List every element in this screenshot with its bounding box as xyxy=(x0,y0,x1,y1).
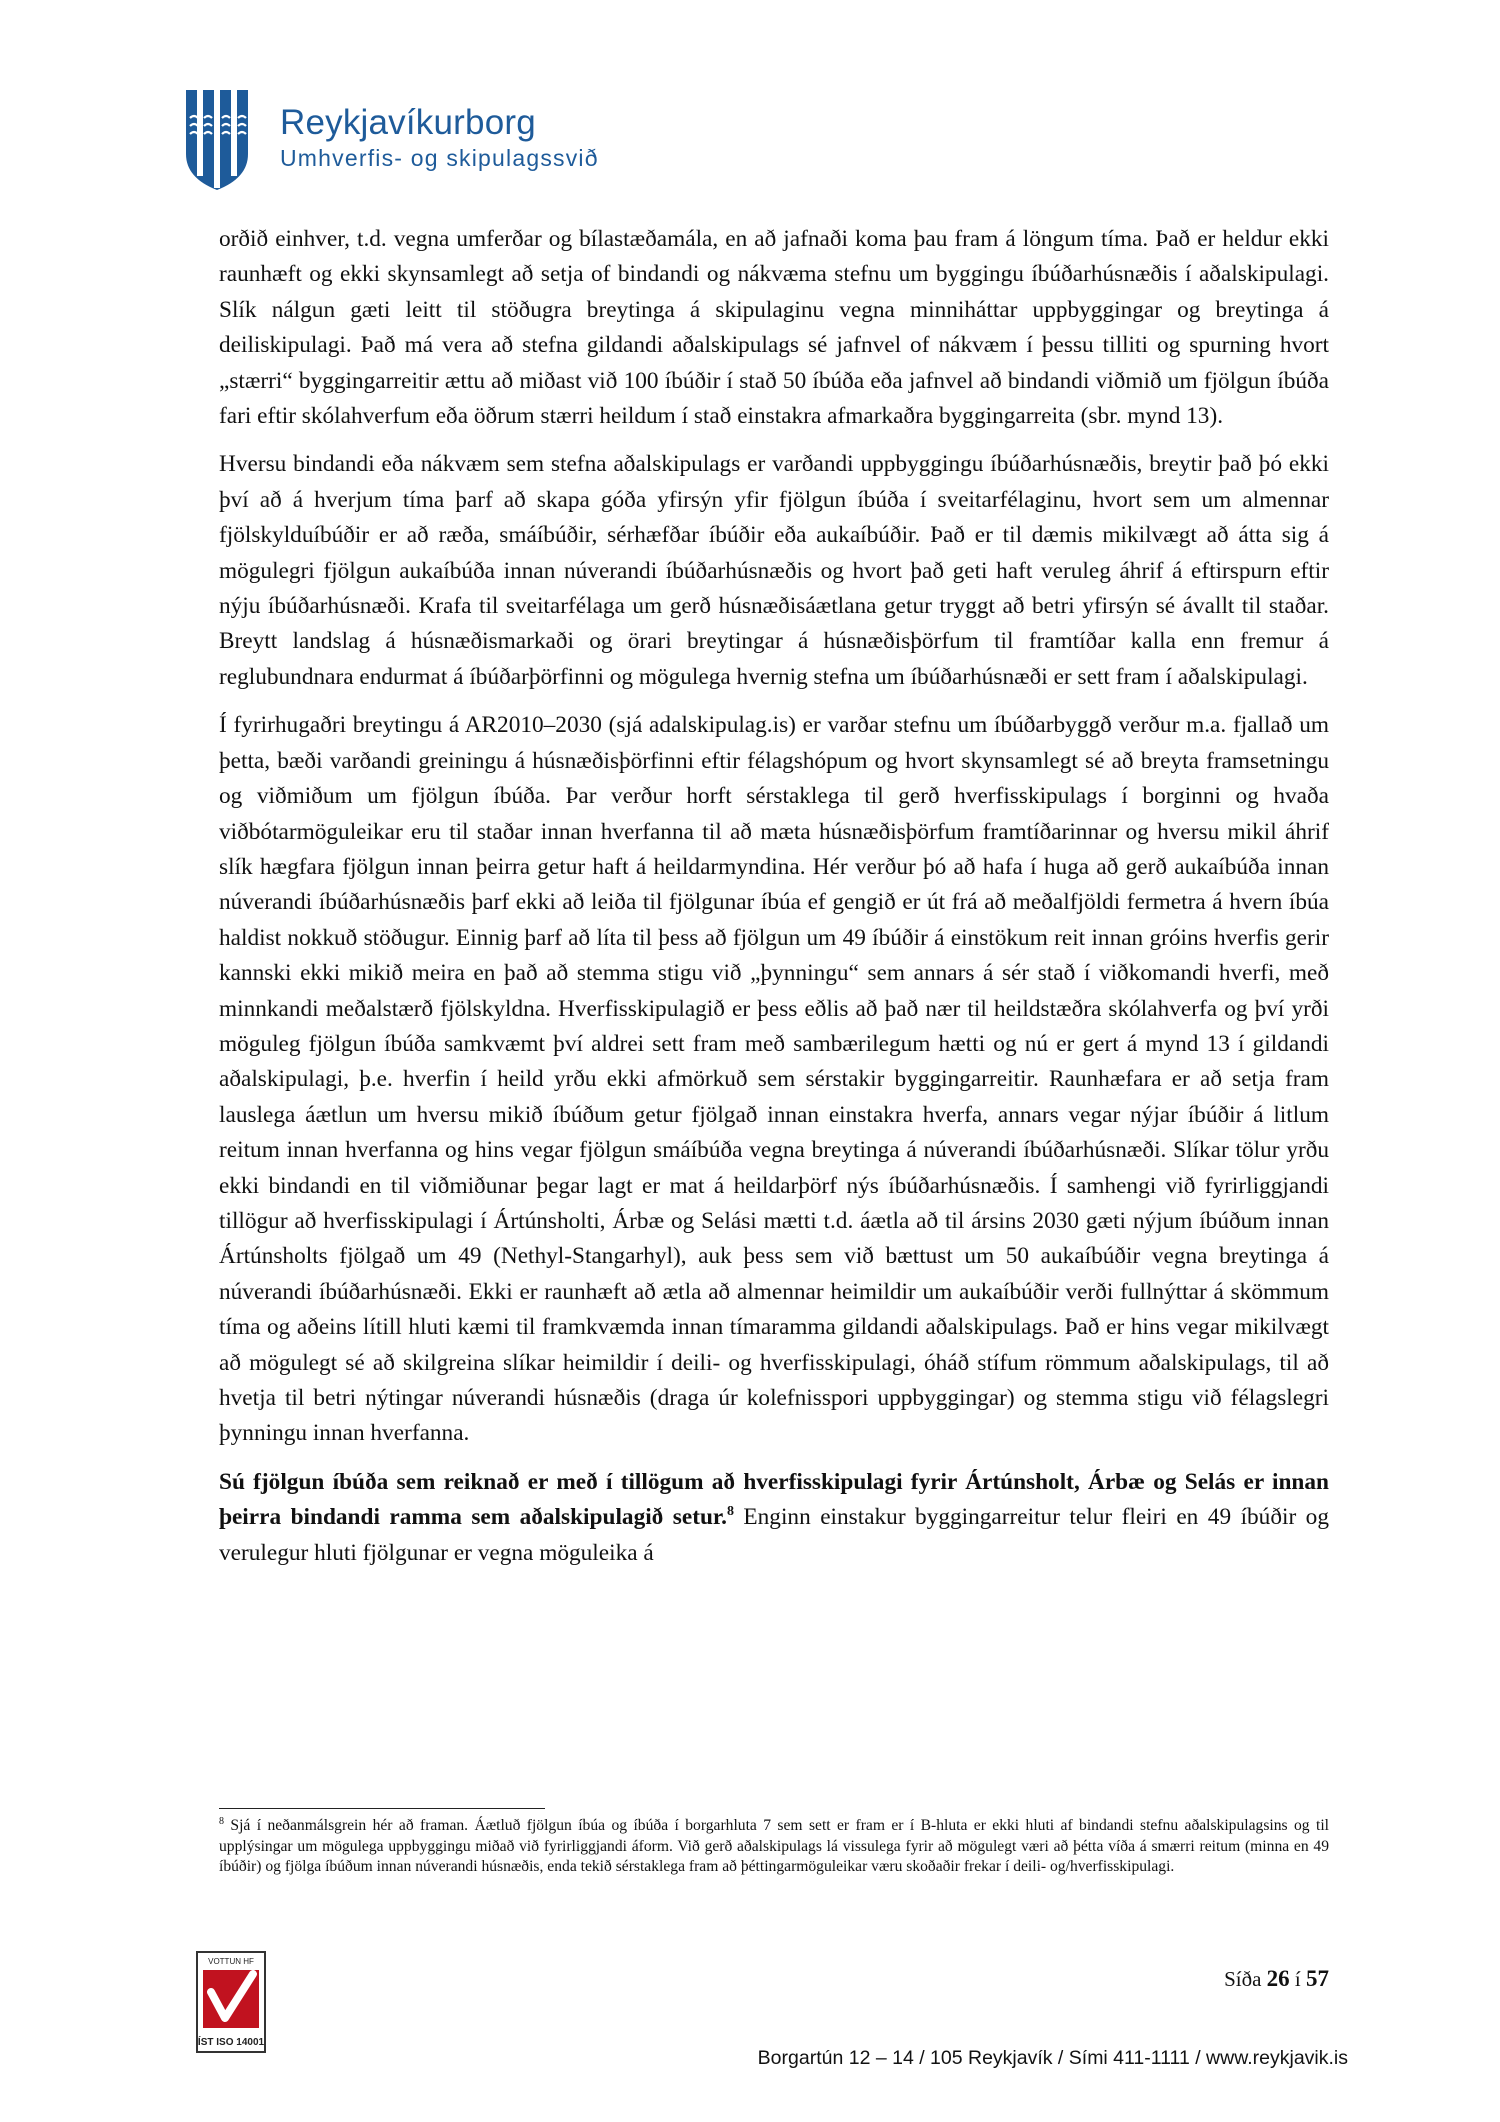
page-prefix: Síða xyxy=(1224,1967,1267,1991)
footnote xyxy=(219,1816,1329,1878)
reykjavik-shield-icon xyxy=(184,88,250,192)
total-pages: 57 xyxy=(1306,1966,1329,1991)
page-separator: í xyxy=(1289,1967,1306,1991)
paragraph-continuation: Enginn einstakur byggingarreitur telur fleiri en 49 íbúðir og verulegur hluti fjölgunar er vegna möguleika á xyxy=(219,1504,1329,1566)
cert-bottom-label: ÍST ISO 14001 xyxy=(197,2037,265,2048)
document-body xyxy=(219,222,1329,1584)
current-page: 26 xyxy=(1266,1966,1290,1991)
paragraph: Í fyrirhugaðri breytingu á AR2010–2030 (sjá adalskipulag.is) er varðar stefnu um íbúðarbyggð verður m.a. fjallað um þetta, bæði varðandi greiningu á húsnæðisþörfinni eftir félagshópum og hvort skynsamlegt sé að breyta framsetningu og viðmiðum um fjölgun íbúða. Þar verður horft sérstaklega til gerð hverfisskipulags í borginni og hvaða viðbótarmöguleikar eru til staðar innan hverfanna til að mæta húsnæðisþörfum framtíðarinnar og hversu mikil áhrif slík hægfara fjölgun innan þeirra getur haft á heildarmyndina. Hér verður þó að hafa í huga að gerð aukaíbúða innan núverandi íbúðarhúsnæðis þarf ekki að leiða til fjölgunar íbúa ef gengið er út frá að meðalfjöldi fermetra á hvern íbúa haldist nokkuð stöðugur. Einnig þarf að líta til þess að fjölgun um 49 íbúðir á einstökum reit innan gróins hverfis gerir kannski ekki mikið meira en það að stemma stigu við „þynningu“ sem annars á sér stað í viðkomandi hverfi, með minnkandi meðalstærð fjölskyldna. Hverfisskipulagið er þess eðlis að það nær til heildstæðra skólahverfa og því yrði möguleg fjölgun íbúða samkvæmt því aldrei sett fram með sambærilegum hætti og nú er gert á mynd 13 í gildandi aðalskipulagi, þ.e. hverfin í heild yrðu ekki afmörkuð sem sérstakir byggingarreitir. Raunhæfara er að setja fram lauslega áætlun um hversu mikið íbúðum getur fjölgað innan einstakra hverfa, annars vegar nýjar íbúðir á litlum reitum innan hverfanna og hins vegar fjölgun smáíbúða vegna breytinga á núverandi íbúðarhúsnæði. Slíkar tölur yrðu ekki bindandi en til viðmiðunar þegar lagt er mat á heildarþörf nýs íbúðarhúsnæðis. Í samhengi við fyrirliggjandi tillögur að hverfisskipulagi í Ártúnsholti, Árbæ og Selási mætti t.d. áætla að til ársins 2030 gæti nýjum íbúðum innan Ártúnsholts fjölgað um 49 (Nethyl-Stangarhyl), auk þess sem við bættust um 50 aukaíbúðir vegna breytinga á núverandi íbúðarhúsnæði. Ekki er raunhæft að ætla að almennar heimildir um aukaíbúðir verði fullnýttar á skömmum tíma og aðeins lítill hluti kæmi til framkvæmda innan tímaramma gildandi aðalskipulags. Það er hins vegar mikilvægt að mögulegt sé að skilgreina slíkar heimildir í deili- og hverfisskipulagi, óháð stífum römmum aðalskipulags, til að hvetja til betri nýtingar núverandi húsnæðis (draga úr kolefnisspori uppbyggingar) og stemma stigu við félagslegri þynningu innan hverfanna. xyxy=(219,712,1329,1447)
paragraph: orðið einhver, t.d. vegna umferðar og bílastæðamála, en að jafnaði koma þau fram á löngum tíma. Það er heldur ekki raunhæft og ekki skynsamlegt að setja of bindandi og nákvæma stefnu um byggingu íbúðarhúsnæðis í aðalskipulagi. Slík nálgun gæti leitt til stöðugra breytinga á skipulaginu vegna minniháttar uppbyggingar og breytinga á deiliskipulagi. Það má vera að stefna gildandi aðalskipulags sé jafnvel of nákvæm í þessu tilliti og spurning hvort „stærri“ byggingarreitir ættu að miðast við 100 íbúðir í stað 50 íbúða eða jafnvel að bindandi viðmið um fjölgun íbúða fari eftir skólahverfum eða öðrum stærri heildum í stað einstakra afmarkaðra byggingarreita (sbr. mynd 13). xyxy=(219,226,1329,430)
page-header xyxy=(180,88,680,198)
footnote-number: 8 xyxy=(219,1815,224,1827)
page-number xyxy=(1224,1966,1329,1992)
paragraph xyxy=(219,1465,1329,1571)
paragraph: Hversu bindandi eða nákvæm sem stefna aðalskipulags er varðandi uppbyggingu íbúðarhúsnæðis, breytir það þó ekki því að á hverjum tíma þarf að skapa góða yfirsýn yfir fjölgun íbúða í sveitarfélaginu, hvort sem um almennar fjölskylduíbúðir er að ræða, smáíbúðir, sérhæfðar íbúðir eða aukaíbúðir. Það er til dæmis mikilvægt að átta sig á mögulegri fjölgun aukaíbúða innan núverandi íbúðarhúsnæðis og hvort það geti haft veruleg áhrif á eftirspurn eftir nýju íbúðarhúsnæði. Krafa til sveitarfélaga um gerð húsnæðisáætlana getur tryggt að betri yfirsýn sé ávallt til staðar. Breytt landslag á húsnæðismarkaði og örari breytingar á húsnæðisþörfum til framtíðar kalla enn fremur á reglubundnara endurmat á íbúðarþörfinni og mögulega hvernig stefna um íbúðarhúsnæði er sett fram í aðalskipulagi. xyxy=(219,451,1329,690)
footnote-divider xyxy=(219,1808,545,1809)
footnote-text: Sjá í neðanmálsgrein hér að framan. Áætluð fjölgun íbúa og íbúða í borgarhluta 7 sem sett er fram er í B-hluta er ekki hluti af bindandi stefnu aðalskipulagsins og til upplýsingar um mögulega uppbyggingu miðað við fyrirliggjandi áform. Við gerð aðalskipulags lá vissulega fyrir að mögulegt væri að þétta víða á smærri reitum (minna en 49 íbúðir) og fjölga íbúðum innan núverandi húsnæðis, enda tekið sérstaklega fram að þéttingarmöguleikar væru skoðaðir frekar í deili- og/hverfisskipulagi. xyxy=(219,1817,1329,1876)
footnote-reference[interactable]: 8 xyxy=(726,1504,734,1520)
iso-certification-icon xyxy=(195,1950,267,2054)
bold-statement: Sú fjölgun íbúða sem reiknað er með í tillögum að hverfisskipulagi fyrir Ártúnsholt, Árbæ og Selás er innan þeirra bindandi ramma sem aðalskipulagið setur. xyxy=(219,1468,1329,1531)
org-name: Reykjavíkurborg xyxy=(280,103,536,142)
cert-top-label: VOTTUN HF xyxy=(208,1957,254,1966)
department-name: Umhverfis- og skipulagssvið xyxy=(280,145,599,171)
footer-address: Borgartún 12 – 14 / 105 Reykjavík / Sími 411-1111 / www.reykjavik.is xyxy=(757,2047,1348,2069)
